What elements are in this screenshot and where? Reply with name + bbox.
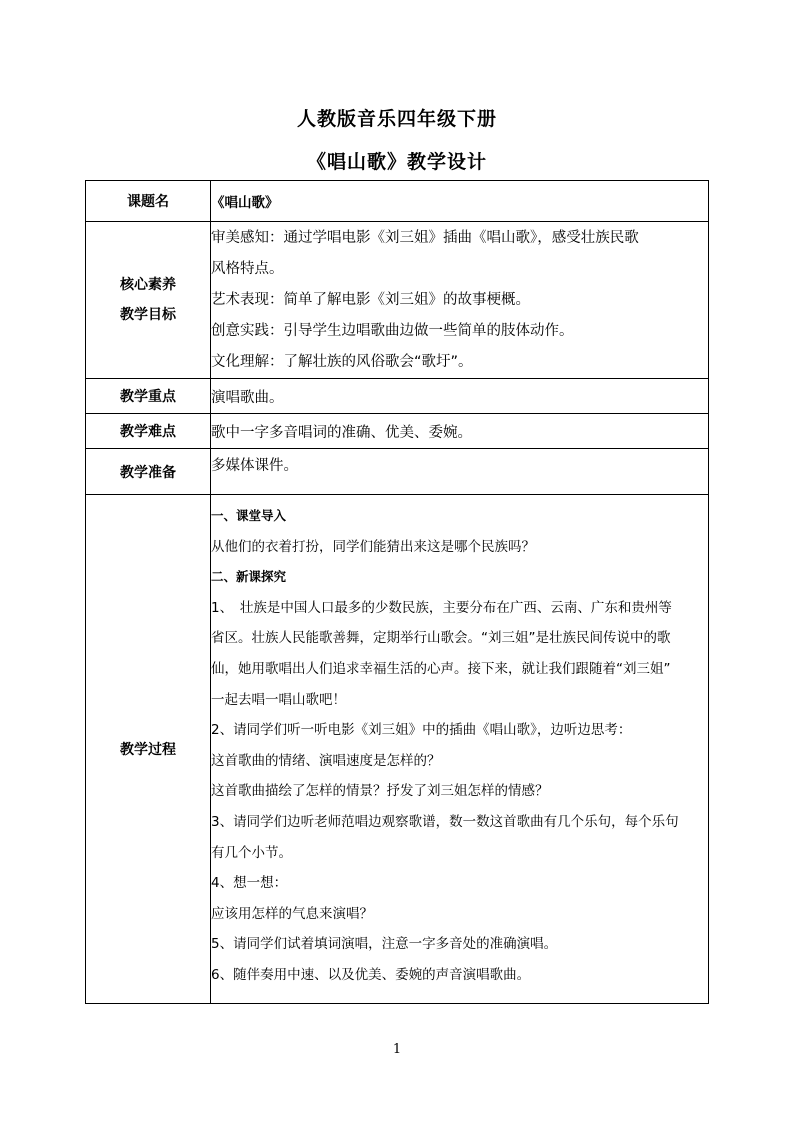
table-row — [86, 222, 709, 379]
table-row — [86, 414, 709, 449]
table-row — [86, 495, 709, 1004]
process-line: 这首歌曲描绘了怎样的情景？抒发了刘三姐怎样的情感？ — [211, 783, 549, 800]
process-line: 3、请同学们边听老师范唱边观察歌谱，数一数这首歌曲有几个乐句，每个乐句 — [211, 813, 679, 830]
process-content — [211, 495, 709, 1004]
document-subtitle: 《唱山歌》教学设计 — [306, 151, 487, 173]
process-line: 省区。壮族人民能歌善舞，定期举行山歌会。“刘三姐”是壮族民间传说中的歌 — [211, 630, 671, 647]
difficulties-label: 教学难点 — [86, 414, 211, 449]
page-number: 1 — [392, 1042, 402, 1057]
goals-label-line: 教学目标 — [120, 307, 176, 323]
process-label: 教学过程 — [86, 495, 211, 1004]
table-row — [86, 181, 709, 222]
process-line: 这首歌曲的情绪、演唱速度是怎样的？ — [211, 752, 441, 769]
goal-line: 文化理解：了解壮族的风俗歌会“歌圩”。 — [211, 353, 473, 370]
goal-line: 风格特点。 — [211, 260, 284, 277]
table-row — [86, 449, 709, 495]
topic-value: 《唱山歌》 — [211, 181, 709, 222]
key-points-label: 教学重点 — [86, 379, 211, 414]
preparation-label: 教学准备 — [86, 449, 211, 495]
process-line: 1、 壮族是中国人口最多的少数民族，主要分布在广西、云南、广东和贵州等 — [211, 599, 672, 616]
goals-content — [211, 222, 709, 379]
goal-line: 审美感知：通过学唱电影《刘三姐》插曲《唱山歌》，感受壮族民歌 — [211, 229, 639, 246]
process-line: 4、想一想： — [211, 875, 288, 892]
difficulties-value: 歌中一字多音唱词的准确、优美、委婉。 — [211, 414, 709, 449]
table-row — [86, 379, 709, 414]
document-title: 人教版音乐四年级下册 — [296, 108, 497, 130]
lesson-plan-table — [85, 180, 709, 1004]
preparation-value: 多媒体课件。 — [211, 449, 709, 495]
process-line: 有几个小节。 — [211, 844, 292, 861]
process-heading: 二、新课探究 — [211, 569, 287, 585]
process-line: 仙，她用歌唱出人们追求幸福生活的心声。接下来，就让我们跟随着“刘三姐” — [211, 660, 671, 677]
process-line: 应该用怎样的气息来演唱？ — [211, 905, 373, 922]
goals-label — [86, 222, 211, 379]
goal-line: 创意实践：引导学生边唱歌曲边做一些简单的肢体动作。 — [211, 322, 574, 339]
process-heading: 一、课堂导入 — [211, 508, 287, 523]
process-line: 6、随伴奏用中速、以及优美、委婉的声音演唱歌曲。 — [211, 966, 531, 983]
goal-line: 艺术表现：简单了解电影《刘三姐》的故事梗概。 — [211, 291, 530, 308]
goals-label-line: 核心素养 — [120, 277, 176, 293]
key-points-value: 演唱歌曲。 — [211, 379, 709, 414]
process-line: 从他们的衣着打扮，同学们能猜出来这是哪个民族吗？ — [211, 538, 535, 555]
process-line: 5、请同学们试着填词演唱，注意一字多音处的准确演唱。 — [211, 936, 558, 953]
process-line: 一起去唱一唱山歌吧！ — [211, 691, 346, 708]
topic-label: 课题名 — [86, 181, 211, 222]
process-line: 2、请同学们听一听电影《刘三姐》中的插曲《唱山歌》，边听边思考： — [211, 722, 632, 739]
